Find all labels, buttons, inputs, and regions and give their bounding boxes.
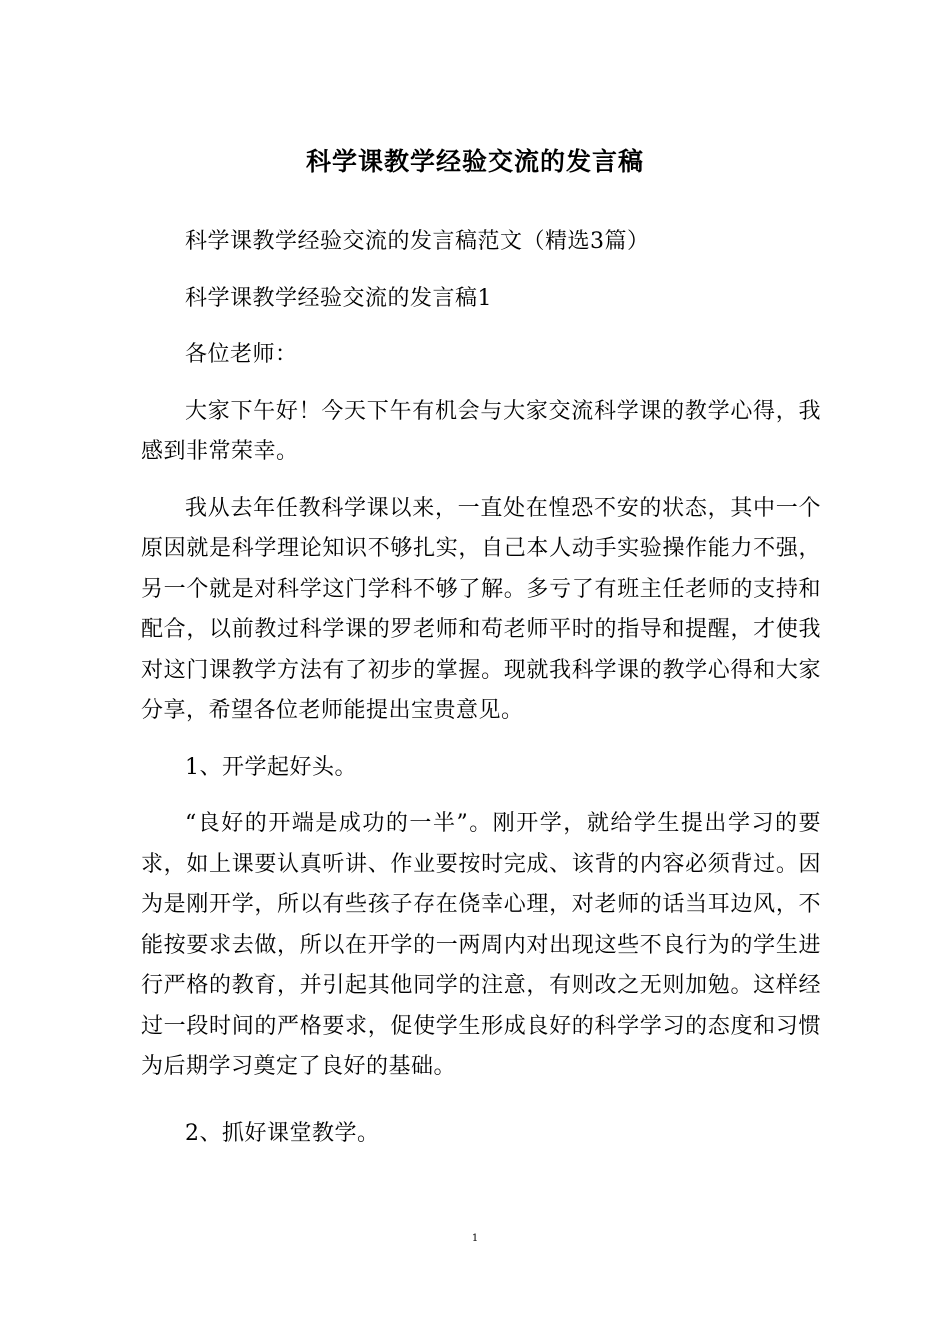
paragraph-section-heading: 科学课教学经验交流的发言稿1 xyxy=(185,285,492,311)
paragraph-point-1-heading: 1、开学起好头。 xyxy=(185,754,357,780)
paragraph-point-2-heading: 2、抓好课堂教学。 xyxy=(185,1120,380,1146)
paragraph-greeting: 大家下午好！今天下午有机会与大家交流科学课的教学心得，我感到非常荣幸。 xyxy=(141,398,821,464)
paragraph-introduction: 我从去年任教科学课以来，一直处在惶恐不安的状态，其中一个原因就是科学理论知识不够扎实，自己本人动手实验操作能力不强，另一个就是对科学这门学科不够了解。多亏了有班主任老师的支持和配合，以前教过科学课的罗老师和苟老师平时的指导和提醒，才使我对这门课教学方法有了初步的掌握。现就我科学课的教学心得和大家分享，希望各位老师能提出宝贵意见。 xyxy=(141,495,821,723)
document-body xyxy=(141,222,821,1170)
paragraph-point-1-body: “良好的开端是成功的一半”。刚开学，就给学生提出学习的要求，如上课要认真听讲、作业要按时完成、该背的内容必须背过。因为是刚开学，所以有些孩子存在侥幸心理，对老师的话当耳边风，不能按要求去做，所以在开学的一两周内对出现这些不良行为的学生进行严格的教育，并引起其他同学的注意，有则改之无则加勉。这样经过一段时间的严格要求，促使学生形成良好的科学学习的态度和习惯为后期学习奠定了良好的基础。 xyxy=(141,811,821,1079)
page-number: 1 xyxy=(471,1233,479,1244)
paragraph-subtitle: 科学课教学经验交流的发言稿范文（精选3篇） xyxy=(185,229,650,254)
paragraph-salutation: 各位老师： xyxy=(185,342,298,367)
document-title: 科学课教学经验交流的发言稿 xyxy=(305,147,644,176)
